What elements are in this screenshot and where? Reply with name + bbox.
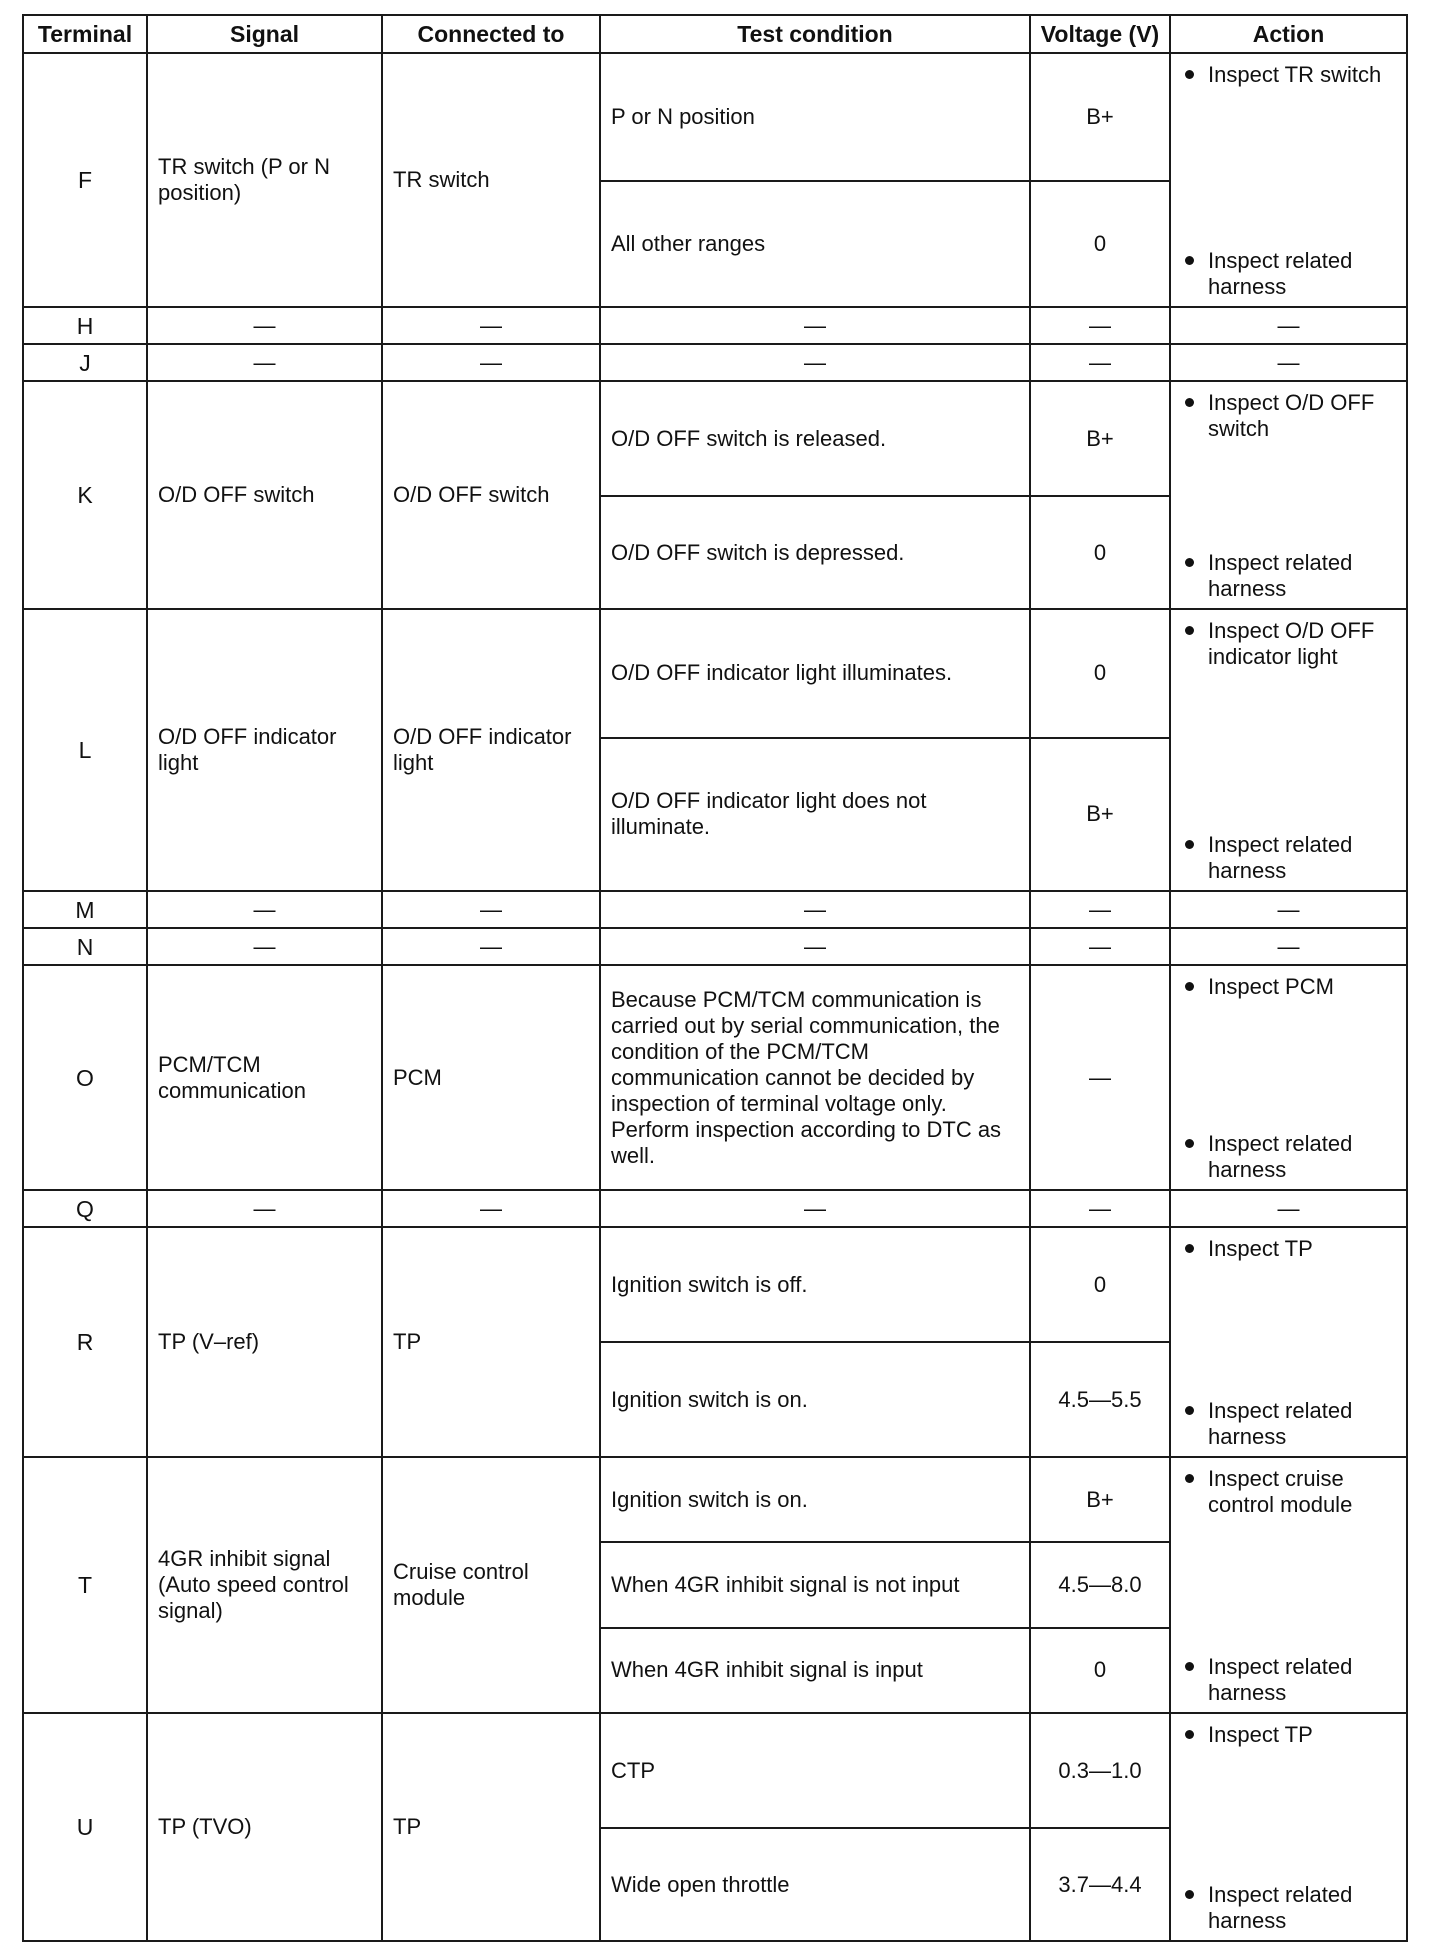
table-row bbox=[23, 1713, 1407, 1828]
action-cell bbox=[1170, 1457, 1407, 1713]
dash-cell: — bbox=[600, 1190, 1030, 1227]
condition-cell: O/D OFF switch is released. bbox=[600, 381, 1030, 496]
terminal-cell: O bbox=[23, 965, 147, 1190]
action-cell bbox=[1170, 609, 1407, 891]
bullet-icon bbox=[1185, 1406, 1194, 1415]
table-row bbox=[23, 928, 1407, 965]
dash-cell: — bbox=[147, 891, 382, 928]
action-item: Inspect PCM bbox=[1185, 974, 1400, 1000]
action-cell bbox=[1170, 1713, 1407, 1941]
dash-cell: — bbox=[1170, 891, 1407, 928]
action-item: Inspect cruise control module bbox=[1185, 1466, 1400, 1518]
table-row bbox=[23, 307, 1407, 344]
dash-cell: — bbox=[1030, 891, 1170, 928]
dash-cell: — bbox=[1030, 1190, 1170, 1227]
action-item: Inspect related harness bbox=[1185, 1882, 1400, 1934]
header-voltage: Voltage (V) bbox=[1030, 15, 1170, 53]
dash-cell: — bbox=[1170, 344, 1407, 381]
dash-cell: — bbox=[382, 344, 600, 381]
table-row bbox=[23, 1227, 1407, 1342]
voltage-cell: — bbox=[1030, 965, 1170, 1190]
dash-cell: — bbox=[147, 928, 382, 965]
terminal-cell: U bbox=[23, 1713, 147, 1941]
action-cell bbox=[1170, 381, 1407, 609]
condition-cell: P or N position bbox=[600, 53, 1030, 181]
bullet-icon bbox=[1185, 558, 1194, 567]
signal-cell: TP (V–ref) bbox=[147, 1227, 382, 1457]
dash-cell: — bbox=[382, 928, 600, 965]
condition-paragraph: Because PCM/TCM communication is carried out by serial communication, the condition of the PCM/TCM communication cannot be decided by inspection of terminal voltage only. bbox=[611, 986, 1000, 1116]
action-cell bbox=[1170, 53, 1407, 307]
signal-cell: TR switch (P or N position) bbox=[147, 53, 382, 307]
terminal-cell: R bbox=[23, 1227, 147, 1457]
terminal-cell: M bbox=[23, 891, 147, 928]
terminal-cell: L bbox=[23, 609, 147, 891]
dash-cell: — bbox=[147, 344, 382, 381]
bullet-icon bbox=[1185, 1730, 1194, 1739]
dash-cell: — bbox=[147, 1190, 382, 1227]
dash-cell: — bbox=[1030, 344, 1170, 381]
terminal-cell: T bbox=[23, 1457, 147, 1713]
action-item: Inspect O/D OFF switch bbox=[1185, 390, 1400, 442]
connected-to-cell: O/D OFF switch bbox=[382, 381, 600, 609]
connected-to-cell: TP bbox=[382, 1713, 600, 1941]
voltage-cell: 0 bbox=[1030, 496, 1170, 609]
connected-to-cell: TR switch bbox=[382, 53, 600, 307]
dash-cell: — bbox=[600, 928, 1030, 965]
bullet-icon bbox=[1185, 1139, 1194, 1148]
voltage-cell: B+ bbox=[1030, 738, 1170, 891]
header-row bbox=[23, 15, 1407, 53]
table-row bbox=[23, 891, 1407, 928]
action-cell bbox=[1170, 1227, 1407, 1457]
condition-cell: O/D OFF switch is depressed. bbox=[600, 496, 1030, 609]
voltage-cell: 0 bbox=[1030, 1227, 1170, 1342]
terminal-cell: F bbox=[23, 53, 147, 307]
terminal-cell: N bbox=[23, 928, 147, 965]
dash-cell: — bbox=[1030, 928, 1170, 965]
voltage-cell: B+ bbox=[1030, 1457, 1170, 1542]
bullet-icon bbox=[1185, 1662, 1194, 1671]
dash-cell: — bbox=[1170, 928, 1407, 965]
terminal-cell: J bbox=[23, 344, 147, 381]
bullet-icon bbox=[1185, 982, 1194, 991]
bullet-icon bbox=[1185, 626, 1194, 635]
action-item: Inspect TR switch bbox=[1185, 62, 1400, 88]
condition-cell: All other ranges bbox=[600, 181, 1030, 307]
condition-cell: CTP bbox=[600, 1713, 1030, 1828]
bullet-icon bbox=[1185, 840, 1194, 849]
bullet-icon bbox=[1185, 256, 1194, 265]
terminal-cell: K bbox=[23, 381, 147, 609]
terminal-cell: H bbox=[23, 307, 147, 344]
voltage-cell: B+ bbox=[1030, 381, 1170, 496]
header-action: Action bbox=[1170, 15, 1407, 53]
condition-cell: When 4GR inhibit signal is input bbox=[600, 1628, 1030, 1713]
dash-cell: — bbox=[382, 1190, 600, 1227]
condition-cell: Wide open throttle bbox=[600, 1828, 1030, 1941]
dash-cell: — bbox=[1170, 307, 1407, 344]
voltage-cell: B+ bbox=[1030, 53, 1170, 181]
bullet-icon bbox=[1185, 398, 1194, 407]
header-test-condition: Test condition bbox=[600, 15, 1030, 53]
voltage-cell: 0 bbox=[1030, 181, 1170, 307]
bullet-icon bbox=[1185, 1474, 1194, 1483]
header-terminal: Terminal bbox=[23, 15, 147, 53]
action-item: Inspect related harness bbox=[1185, 1654, 1400, 1706]
action-item: Inspect related harness bbox=[1185, 550, 1400, 602]
dash-cell: — bbox=[600, 344, 1030, 381]
voltage-cell: 0 bbox=[1030, 1628, 1170, 1713]
voltage-cell: 0 bbox=[1030, 609, 1170, 738]
dash-cell: — bbox=[600, 307, 1030, 344]
condition-cell: Ignition switch is off. bbox=[600, 1227, 1030, 1342]
action-item: Inspect O/D OFF indicator light bbox=[1185, 618, 1400, 670]
condition-cell bbox=[600, 965, 1030, 1190]
signal-cell: O/D OFF indicator light bbox=[147, 609, 382, 891]
dash-cell: — bbox=[600, 891, 1030, 928]
bullet-icon bbox=[1185, 70, 1194, 79]
dash-cell: — bbox=[382, 891, 600, 928]
connected-to-cell: PCM bbox=[382, 965, 600, 1190]
signal-cell: 4GR inhibit signal (Auto speed control signal) bbox=[147, 1457, 382, 1713]
action-item: Inspect related harness bbox=[1185, 1398, 1400, 1450]
action-item: Inspect related harness bbox=[1185, 1131, 1400, 1183]
header-signal: Signal bbox=[147, 15, 382, 53]
signal-cell: TP (TVO) bbox=[147, 1713, 382, 1941]
voltage-cell: 4.5—5.5 bbox=[1030, 1342, 1170, 1457]
dash-cell: — bbox=[1030, 307, 1170, 344]
condition-cell: O/D OFF indicator light illuminates. bbox=[600, 609, 1030, 738]
table-row bbox=[23, 609, 1407, 738]
bullet-icon bbox=[1185, 1244, 1194, 1253]
voltage-cell: 4.5—8.0 bbox=[1030, 1542, 1170, 1627]
dash-cell: — bbox=[382, 307, 600, 344]
signal-cell: O/D OFF switch bbox=[147, 381, 382, 609]
condition-cell: Ignition switch is on. bbox=[600, 1342, 1030, 1457]
condition-paragraph: Perform inspection according to DTC as well. bbox=[611, 1116, 1002, 1168]
action-cell bbox=[1170, 965, 1407, 1190]
table-row bbox=[23, 53, 1407, 181]
signal-cell: PCM/TCM communication bbox=[147, 965, 382, 1190]
voltage-cell: 3.7—4.4 bbox=[1030, 1828, 1170, 1941]
table-row bbox=[23, 381, 1407, 496]
connected-to-cell: TP bbox=[382, 1227, 600, 1457]
dash-cell: — bbox=[1170, 1190, 1407, 1227]
table-row bbox=[23, 1190, 1407, 1227]
action-item: Inspect related harness bbox=[1185, 832, 1400, 884]
dash-cell: — bbox=[147, 307, 382, 344]
header-connected-to: Connected to bbox=[382, 15, 600, 53]
condition-cell: Ignition switch is on. bbox=[600, 1457, 1030, 1542]
table-row bbox=[23, 965, 1407, 1190]
table-row bbox=[23, 1457, 1407, 1542]
connected-to-cell: Cruise control module bbox=[382, 1457, 600, 1713]
action-item: Inspect related harness bbox=[1185, 248, 1400, 300]
action-item: Inspect TP bbox=[1185, 1722, 1400, 1748]
terminal-cell: Q bbox=[23, 1190, 147, 1227]
condition-cell: When 4GR inhibit signal is not input bbox=[600, 1542, 1030, 1627]
action-item: Inspect TP bbox=[1185, 1236, 1400, 1262]
table-row bbox=[23, 344, 1407, 381]
condition-cell: O/D OFF indicator light does not illuminate. bbox=[600, 738, 1030, 891]
connected-to-cell: O/D OFF indicator light bbox=[382, 609, 600, 891]
voltage-cell: 0.3—1.0 bbox=[1030, 1713, 1170, 1828]
terminal-voltage-table bbox=[22, 14, 1408, 1942]
bullet-icon bbox=[1185, 1890, 1194, 1899]
